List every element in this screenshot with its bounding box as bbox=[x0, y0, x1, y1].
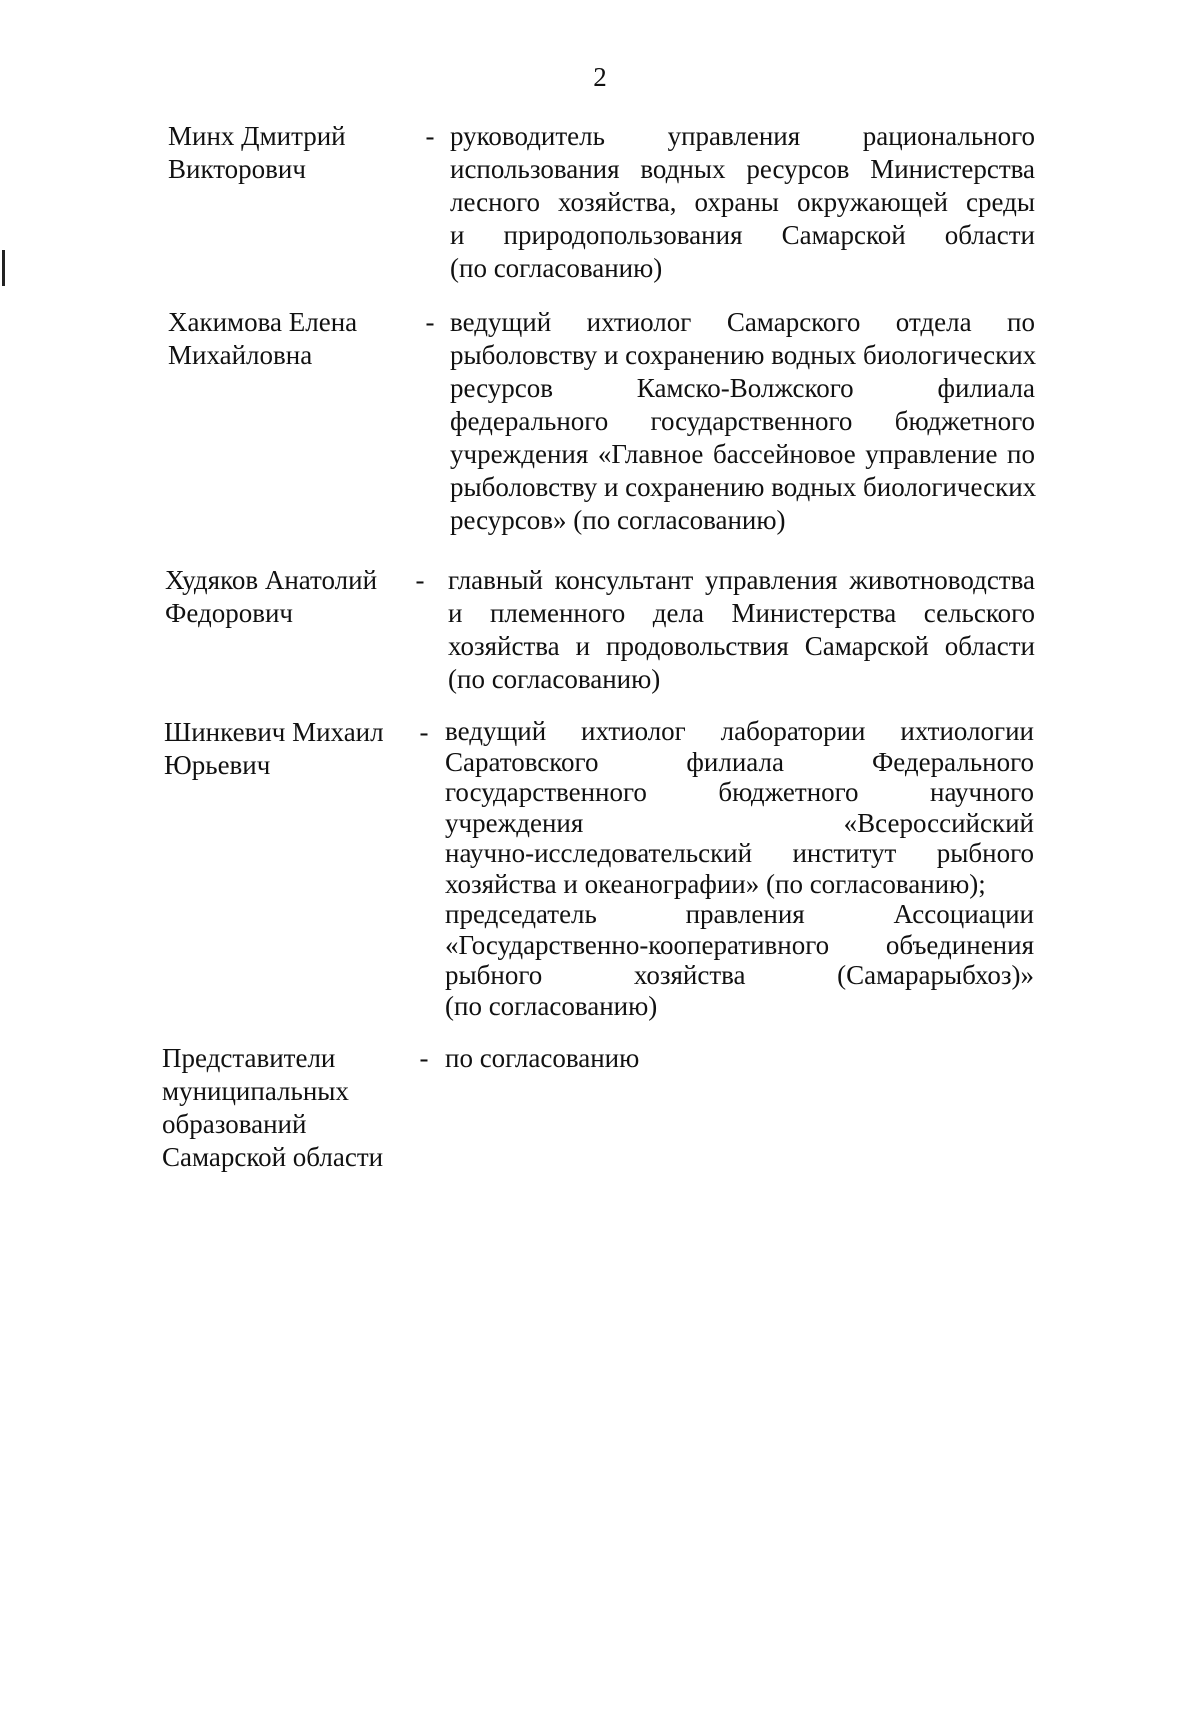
member-name bbox=[164, 716, 424, 782]
position-line: рыбного хозяйства (Самарарыбхоз)» bbox=[445, 960, 1034, 990]
position-line: по согласованию bbox=[445, 1043, 640, 1073]
page-number: 2 bbox=[593, 62, 607, 92]
position-line: учреждения «Всероссийский bbox=[445, 807, 1034, 838]
position-line: и племенного дела Министерства сельского bbox=[448, 598, 1035, 628]
member-entry bbox=[162, 1042, 1038, 1182]
position-line: рыболовству и сохранению водных биологических bbox=[450, 340, 1037, 370]
member-name-line: Самарской области bbox=[162, 1142, 384, 1172]
member-entry bbox=[168, 306, 1038, 546]
position-line: федерального государственного бюджетного bbox=[450, 406, 1035, 436]
member-position bbox=[450, 120, 1035, 285]
position-line: (по согласованию) bbox=[450, 253, 663, 283]
member-position bbox=[445, 1042, 1032, 1075]
member-name bbox=[168, 120, 428, 186]
position-line: ресурсов» (по согласованию) bbox=[450, 505, 786, 535]
member-entry bbox=[168, 120, 1038, 290]
position-line: государственного бюджетного научного bbox=[445, 777, 1034, 807]
position-line: учреждения «Главное бассейновое управление по bbox=[450, 439, 1035, 469]
position-line: хозяйства и продовольствия Самарской области bbox=[448, 631, 1035, 661]
separator-dash: - bbox=[425, 121, 435, 151]
separator-dash: - bbox=[415, 565, 425, 595]
member-name-line: Юрьевич bbox=[164, 750, 271, 780]
position-line: ведущий ихтиолог лаборатории ихтиологии bbox=[445, 716, 1034, 746]
member-name bbox=[162, 1042, 422, 1174]
position-line: председатель правления Ассоциации bbox=[445, 899, 1034, 929]
position-line: главный консультант управления животноводства bbox=[448, 565, 1035, 595]
position-line: лесного хозяйства, охраны окружающей среды bbox=[450, 187, 1035, 217]
member-position bbox=[450, 306, 1035, 537]
member-entry bbox=[164, 716, 1038, 1046]
position-line: руководитель управления рационального bbox=[450, 121, 1035, 151]
position-line: (по согласованию) bbox=[448, 664, 661, 694]
member-name-line: Представители bbox=[162, 1043, 336, 1073]
member-name-line: муниципальных bbox=[162, 1076, 349, 1106]
position-line: ресурсов Камско-Волжского филиала bbox=[450, 373, 1035, 403]
separator-dash: - bbox=[419, 717, 429, 747]
member-name-line: Шинкевич Михаил bbox=[164, 717, 384, 747]
position-line: «Государственно-кооперативного объединения bbox=[445, 929, 1034, 960]
member-name-line: Худяков Анатолий bbox=[165, 565, 378, 595]
separator-dash: - bbox=[419, 1043, 429, 1073]
member-name-line: Викторович bbox=[168, 154, 306, 184]
position-line: Саратовского филиала Федерального bbox=[445, 746, 1034, 777]
position-line: научно-исследовательский институт рыбного bbox=[445, 838, 1034, 868]
position-line: использования водных ресурсов Министерства bbox=[450, 154, 1035, 184]
member-name-line: Хакимова Елена bbox=[168, 307, 358, 337]
scan-margin-mark bbox=[2, 250, 5, 286]
position-line: (по согласованию) bbox=[445, 990, 658, 1021]
member-entry bbox=[165, 564, 1038, 704]
member-position bbox=[445, 716, 1034, 1021]
member-name bbox=[168, 306, 428, 372]
member-name-line: Минх Дмитрий bbox=[168, 121, 346, 151]
member-name bbox=[165, 564, 425, 630]
position-line: ведущий ихтиолог Самарского отдела по bbox=[450, 307, 1035, 337]
position-line: рыболовству и сохранению водных биологических bbox=[450, 472, 1037, 502]
position-line: и природопользования Самарской области bbox=[450, 220, 1035, 250]
member-name-line: образований bbox=[162, 1109, 307, 1139]
member-name-line: Федорович bbox=[165, 598, 293, 628]
position-line: хозяйства и океанографии» (по согласованию); bbox=[445, 868, 986, 899]
member-position bbox=[448, 564, 1035, 696]
separator-dash: - bbox=[425, 307, 435, 337]
member-name-line: Михайловна bbox=[168, 340, 313, 370]
